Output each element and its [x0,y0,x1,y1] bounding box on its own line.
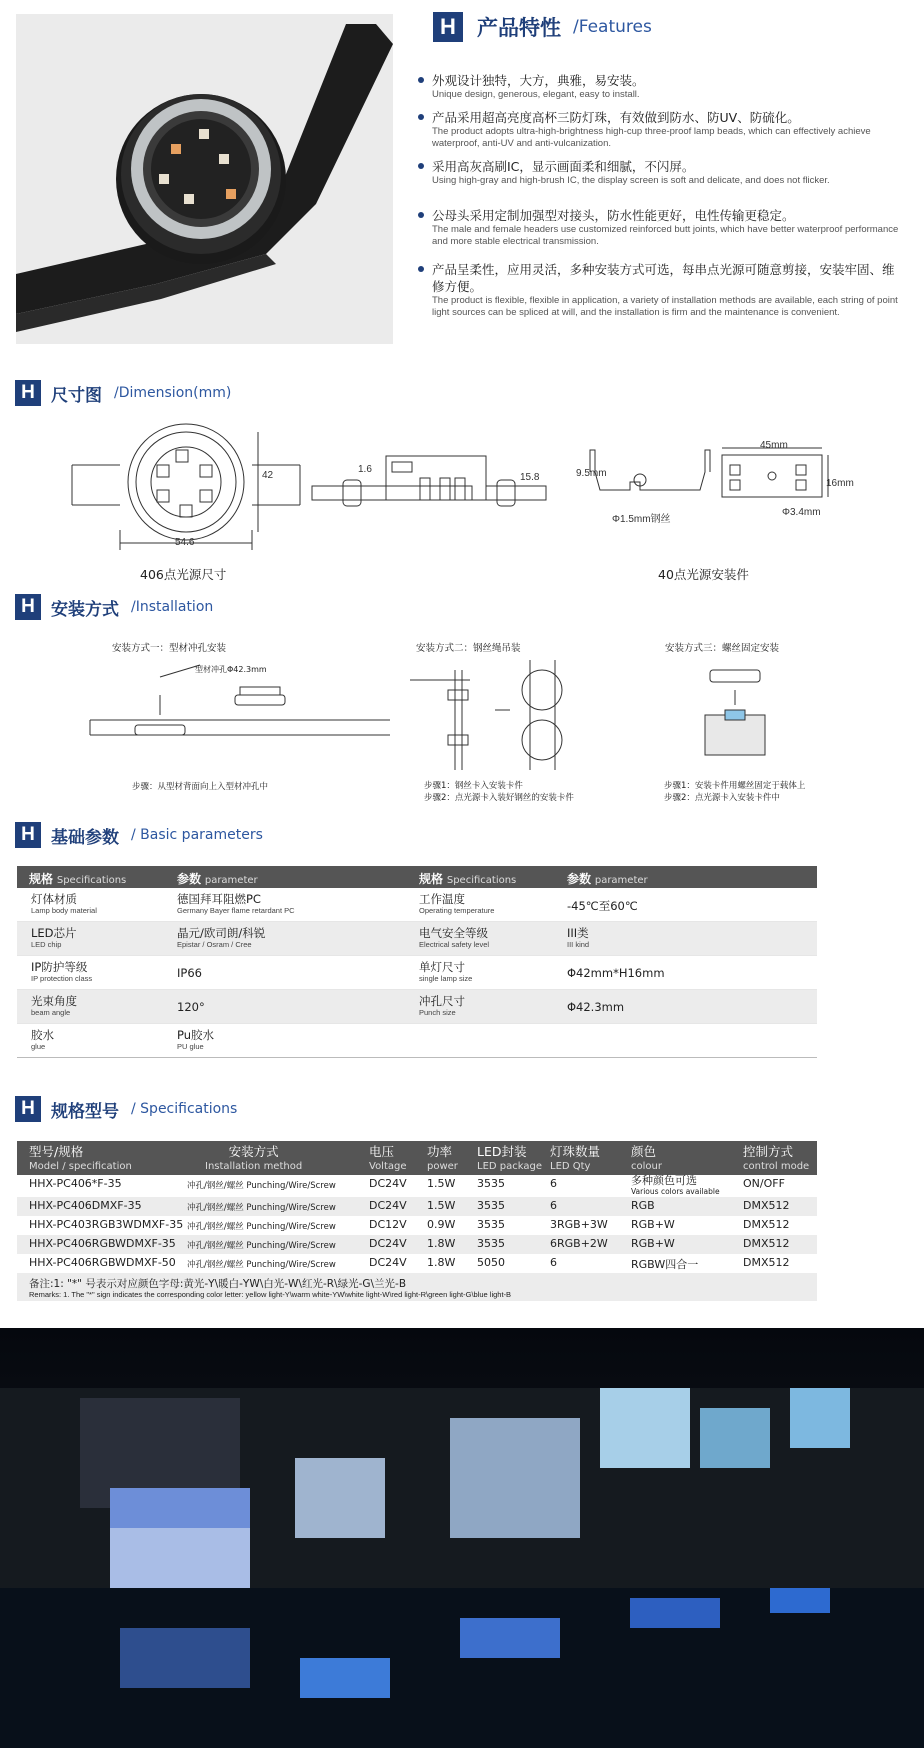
svg-text:9.5mm: 9.5mm [576,468,607,479]
feature-item: 采用高灰高刷IC，显示画面柔和细腻，不闪屏。 Using high-gray and high-brush IC, the display screen is soft and delicate, and does not flicker. [432,158,902,187]
svg-text:45mm: 45mm [760,440,788,451]
table-note: 备注:1: "*" 号表示对应颜色字母:黄光-Y\暖白-YW\白光-W\红光-R\绿光-G\兰光-B Remarks: 1. The "*" sign indicates the corresponding color letter: yellow light-Y\warm white-YW\white light-W\red light-R\green light-G\blue light-B [17,1273,817,1301]
install-method-2-title: 安装方式二：钢丝绳吊装 [416,643,521,654]
installation-title: 安装方式 [51,599,119,620]
dimension-caption-left: 406点光源尺寸 [140,567,227,582]
dimension-title: 尺寸图 [51,385,102,406]
installation-header [15,594,213,620]
table-header: 型号/规格 Model / specification 安装方式 Installation method 电压 Voltage 功率 power LED封装 LED package 灯珠数量 LED Qty 颜色 colour 控制方式 control mode [17,1141,817,1175]
svg-text:54.6: 54.6 [175,537,195,548]
table-row: HHX-PC406*F-35 冲孔/钢丝/螺丝 Punching/Wire/Screw DC24V 1.5W 3535 6 多种颜色可选 Various colors available ON/OFF [29,1174,785,1196]
dimension-drawing [0,420,924,570]
feature-item: 产品呈柔性，应用灵活，多种安装方式可选，每串点光源可随意剪接，安装牢固、维修方便。 The product is flexible, flexible in application, a variety of installation methods are available, each string of point light sources can be spliced at will, and the installation is firm and the maintenance is convenient. [432,261,902,319]
feature-item: 公母头采用定制加强型对接头，防水性能更好，电性传输更稳定。 The male and female headers use customized reinforced butt joints, which have better waterproof performance and more stable electrical transmission. [432,207,902,248]
models-subtitle: / Specifications [131,1101,238,1117]
install-method-1-step: 步骤：从型材背面向上入型材冲孔中 [132,782,269,792]
svg-text:Φ1.5mm钢丝: Φ1.5mm钢丝 [612,514,671,525]
basic-subtitle: / Basic parameters [131,827,263,843]
basic-header [15,822,263,848]
svg-text:42: 42 [262,470,274,481]
models-table [17,1141,817,1301]
table-row: 光束角度 beam angle 120° 冲孔尺寸 Punch size Φ42.3mm [17,990,817,1024]
night-city-photo [0,1328,924,1748]
models-header [15,1096,237,1122]
table-row: LED芯片 LED chip 晶元/欧司朗/科锐 Epistar / Osram / Cree 电气安全等级 Electrical safety level III类 III kind [17,922,817,956]
table-row: HHX-PC406DMXF-35 冲孔/钢丝/螺丝 Punching/Wire/Screw DC24V 1.5W 3535 6 RGB DMX512 [17,1197,817,1216]
dimension-header [15,380,231,406]
brand-h-icon: H [433,12,463,42]
brand-h-icon: H [15,380,41,406]
table-row: IP防护等级 IP protection class IP66 单灯尺寸 single lamp size Φ42mm*H16mm [17,956,817,990]
basic-title: 基础参数 [51,827,119,848]
brand-h-icon: H [15,1096,41,1122]
feature-item: 外观设计独特，大方，典雅，易安装。 Unique design, generous, elegant, easy to install. [432,72,902,101]
product-photo [16,14,393,344]
features-header [433,12,652,42]
table-row: HHX-PC403RGB3WDMXF-35 冲孔/钢丝/螺丝 Punching/Wire/Screw DC12V 0.9W 3535 3RGB+3W RGB+W DMX512 [29,1218,790,1232]
dimension-caption-right: 40点光源安装件 [658,567,749,582]
install-method-3-title: 安装方式三：螺丝固定安装 [665,643,780,654]
features-title: 产品特性 [477,16,561,40]
dimension-subtitle: /Dimension(mm) [114,385,232,401]
models-title: 规格型号 [51,1101,119,1122]
table-row: 胶水 glue Pu胶水 PU glue [17,1024,817,1058]
svg-text:16mm: 16mm [826,478,854,489]
table-row: HHX-PC406RGBWDMXF-50 冲孔/钢丝/螺丝 Punching/Wire/Screw DC24V 1.8W 5050 6 RGBW四合一 DMX512 [29,1256,790,1271]
install-method-1-title: 安装方式一：型材冲孔安装 [112,643,227,654]
brand-h-icon: H [15,594,41,620]
table-header: 规格 Specifications 参数 parameter 规格 Specifications 参数 parameter [17,866,817,888]
feature-item: 产品采用超高亮度高杯三防灯珠，有效做到防水、防UV、防硫化。 The product adopts ultra-high-brightness high-cup three-proof lamp beads, which can effectively achieve waterproof, anti-UV and anti-vulcanization. [432,109,902,150]
table-row: 灯体材质 Lamp body material 德国拜耳阻燃PC Germany Bayer flame retardant PC 工作温度 Operating temperature -45℃至60℃ [17,888,817,922]
install-method-3-step: 步骤1：安装卡件用螺丝固定于载体上 步骤2：点光源卡入安装卡件中 [664,781,806,803]
svg-text:1.6: 1.6 [358,464,372,475]
install-method-2-step: 步骤1：钢丝卡入安装卡件 步骤2：点光源卡入装好钢丝的安装卡件 [424,781,574,803]
table-row: HHX-PC406RGBWDMXF-35 冲孔/钢丝/螺丝 Punching/Wire/Screw DC24V 1.8W 3535 6RGB+2W RGB+W DMX512 [17,1235,817,1254]
basic-params-table [17,866,817,1058]
installation-drawing [0,655,924,780]
install-method-1-label: 型材冲孔Φ42.3mm [195,665,267,674]
svg-text:15.8: 15.8 [520,472,540,483]
brand-h-icon: H [15,822,41,848]
features-subtitle: /Features [573,17,652,37]
installation-subtitle: /Installation [131,599,214,615]
svg-text:Φ3.4mm: Φ3.4mm [782,507,821,518]
